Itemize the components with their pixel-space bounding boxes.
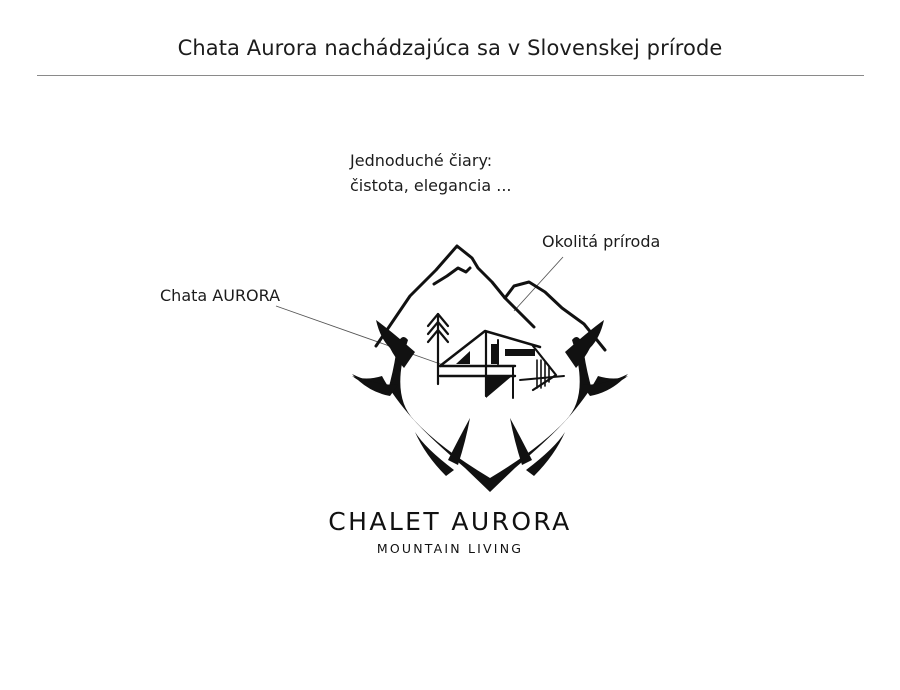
pine-tree (428, 314, 448, 384)
antlers-frame (352, 320, 628, 492)
page-title: Chata Aurora nachádzajúca sa v Slovenskej prírode (177, 36, 723, 60)
mountains-outline (376, 246, 605, 350)
annotation-surrounding-nature: Okolitá príroda (542, 232, 661, 251)
chalet-building (440, 331, 564, 398)
annotation-simple-lines-detail: čistota, elegancia ... (350, 176, 512, 195)
annotation-simple-lines-heading: Jednoduché čiary: (350, 151, 493, 170)
logo-wordmark: CHALET AURORA (328, 507, 572, 536)
logo-tagline: MOUNTAIN LIVING (376, 541, 524, 556)
annotation-chalet: Chata AURORA (160, 286, 281, 305)
